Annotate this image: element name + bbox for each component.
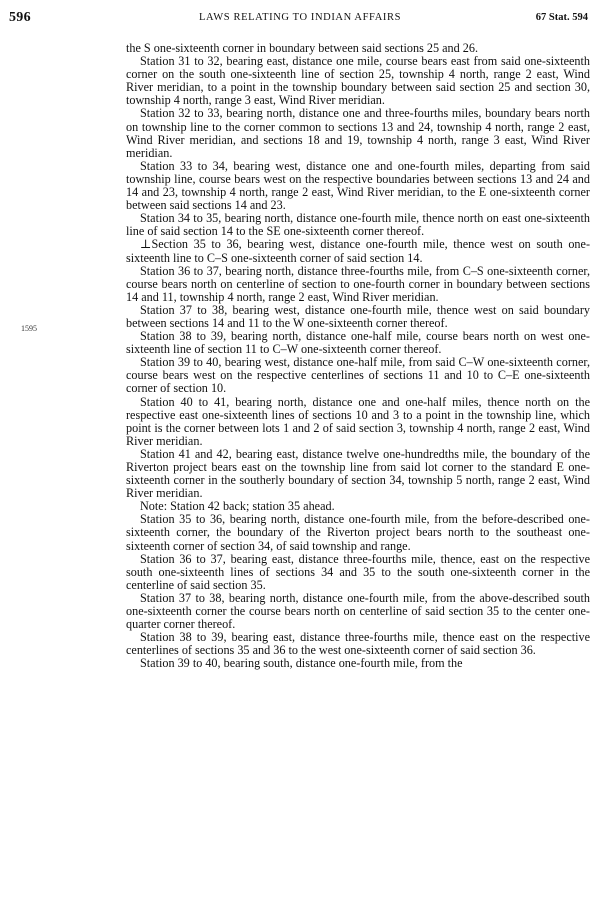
paragraph: Station 36 to 37, bearing north, distance three-fourths mile, from C–S one-sixteenth corner, course bears north on centerline of section to one-fourth corner in boundary between sections 14 and 11, township 4 north, range 2 east, Wind River meridian. bbox=[126, 263, 590, 304]
paragraph: Station 39 to 40, bearing south, distance one-fourth mile, from the bbox=[140, 656, 463, 671]
paragraph: Station 38 to 39, bearing north, distance one-half mile, course bears north on west one-sixteenth line of section 11 to C–W one-sixteenth corner thereof. bbox=[126, 329, 590, 357]
paragraph: Station 41 and 42, bearing east, distance twelve one-hundredths mile, the boundary of the Riverton project bears east on the township line from said lot corner to the standard E one-sixteenth corner in the southerly boundary of section 34, township 5 north, range 2 east, Wind River meridian. bbox=[126, 446, 590, 501]
paragraph: Station 37 to 38, bearing west, distance one-fourth mile, thence west on said boundary between sections 14 and 11 to the W one-sixteenth corner thereof. bbox=[126, 302, 590, 330]
paragraph: Station 35 to 36, bearing north, distance one-fourth mile, from the before-described one-sixteenth corner, the boundary of the Riverton project bears north to the southeast one-sixteenth corner of section 34, of said township and range. bbox=[126, 512, 590, 553]
paragraph: Station 38 to 39, bearing east, distance three-fourths mile, thence east on the respective centerlines of sections 35 and 36 to the west one-sixteenth corner of said section 36. bbox=[126, 630, 590, 658]
margin-page-marker: 1595 bbox=[21, 324, 37, 333]
running-title: LAWS RELATING TO INDIAN AFFAIRS bbox=[198, 12, 402, 23]
paragraph: Note: Station 42 back; station 35 ahead. bbox=[140, 499, 335, 514]
paragraph: the S one-sixteenth corner in boundary between said sections 25 and 26. bbox=[126, 41, 478, 55]
statute-reference: 67 Stat. 594 bbox=[535, 12, 588, 23]
page-number: 596 bbox=[9, 10, 31, 25]
paragraph: Station 31 to 32, bearing east, distance one mile, course bears east from said one-sixteenth corner on the south one-sixteenth line of section 25, township 4 north, range 2 east, Wind River meridian, to a point in the township boundary between said section 25 and section 30, township 4 north, range 3 east, Wind River meridian. bbox=[126, 54, 590, 108]
paragraph: ⊥Section 35 to 36, bearing west, distance one-fourth mile, thence west on south one-sixteenth line to C–S one-sixteenth corner of said section 14. bbox=[126, 237, 590, 265]
paragraph: Station 34 to 35, bearing north, distance one-fourth mile, thence north on east one-sixteenth line of said section 14 to the SE one-sixteenth corner thereof. bbox=[126, 211, 590, 239]
page-header bbox=[0, 10, 600, 30]
paragraph: Station 32 to 33, bearing north, distance one and three-fourths miles, boundary bears north on township line to the corner common to sections 13 and 24, township 4 north, range 2 east, Wind River meridian, and sections 18 and 19, township 4 north, range 3 east, Wind River meridian. bbox=[126, 106, 590, 160]
paragraph: Station 40 to 41, bearing north, distance one and one-half miles, thence north on the respective east one-sixteenth lines of sections 10 and 3 to a point in the township line, which point is the corner between lots 1 and 2 of said section 3, township 4 north, range 2 east, Wind River meridian. bbox=[126, 394, 590, 448]
paragraph: Station 36 to 37, bearing east, distance three-fourths mile, thence, east on the respective south one-sixteenth lines of sections 34 and 35 to the south one-sixteenth corner in the centerline of said section 35. bbox=[126, 551, 590, 592]
paragraph: Station 39 to 40, bearing west, distance one-half mile, from said C–W one-sixteenth corner, course bears west on the respective centerlines of sections 11 and 10 to C–E one-sixteenth corner of section 10. bbox=[126, 355, 590, 396]
paragraph: Station 37 to 38, bearing north, distance one-fourth mile, from the above-described south one-sixteenth corner the course bears north on centerline of said section 35 to the center one-quarter corner thereof. bbox=[126, 590, 590, 632]
paragraph: Station 33 to 34, bearing west, distance one and one-fourth miles, departing from said township line, course bears west on the respective boundaries between sections 13 and 24 and 14 and 23, township 4 north, range 2 east, Wind River meridian, to the E one-sixteenth corner between said sections 14 and 23. bbox=[126, 158, 590, 213]
document-body bbox=[126, 42, 590, 671]
